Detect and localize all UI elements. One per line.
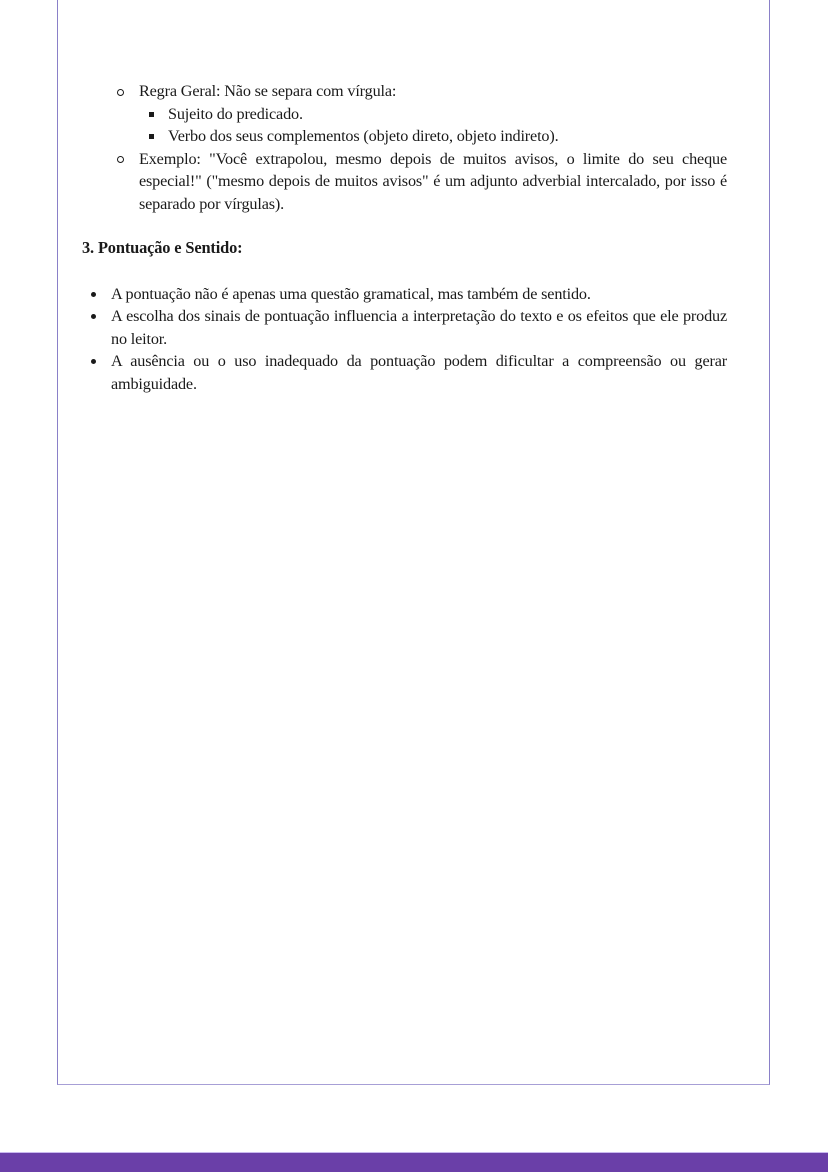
sub-list	[139, 103, 727, 148]
circle-bullet-icon	[117, 89, 124, 96]
sub-list-item	[139, 125, 727, 148]
bullet-item	[82, 350, 727, 395]
square-bullet-icon	[149, 112, 154, 117]
rule-list	[82, 80, 727, 216]
list-item-example	[82, 148, 727, 216]
section-heading: 3. Pontuação e Sentido:	[82, 237, 243, 257]
section-bullet-list	[82, 283, 727, 396]
bullet-item	[82, 305, 727, 350]
bullet-item-text: A ausência ou o uso inadequado da pontuação podem dificultar a compreensão ou gerar ambiguidade.	[111, 352, 727, 393]
disc-bullet-icon	[91, 359, 96, 364]
document-content	[82, 80, 727, 396]
sub-list-item	[139, 103, 727, 126]
bullet-item-text: A escolha dos sinais de pontuação influencia a interpretação do texto e os efeitos que ele produz no leitor.	[111, 307, 727, 348]
bullet-item-text: A pontuação não é apenas uma questão gramatical, mas também de sentido.	[111, 284, 591, 303]
list-item-rule	[82, 80, 727, 148]
circle-bullet-icon	[117, 156, 124, 163]
bullet-item	[82, 283, 727, 306]
footer-bar	[0, 1152, 828, 1172]
disc-bullet-icon	[91, 292, 96, 297]
sub-list-item-text: Verbo dos seus complementos (objeto direto, objeto indireto).	[168, 127, 559, 146]
list-item-text: Exemplo: "Você extrapolou, mesmo depois de muitos avisos, o limite do seu cheque especial!" ("mesmo depois de muitos avisos" é um adjunto adverbial intercalado, por isso é separado por vírgulas).	[139, 149, 727, 213]
disc-bullet-icon	[91, 314, 96, 319]
square-bullet-icon	[149, 134, 154, 139]
sub-list-item-text: Sujeito do predicado.	[168, 104, 303, 123]
list-item-text: Regra Geral: Não se separa com vírgula:	[139, 82, 397, 100]
